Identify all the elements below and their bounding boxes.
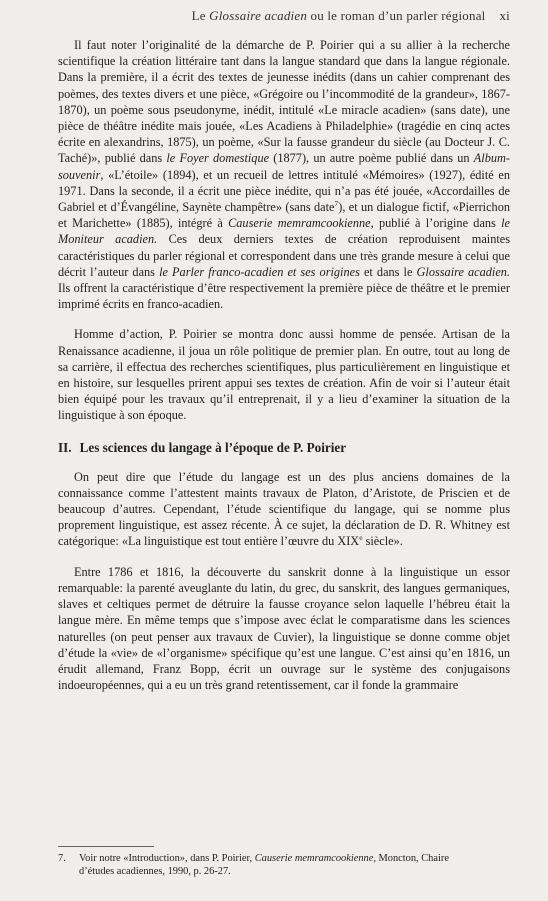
title-suffix: ou le roman d’un parler régional [307, 8, 486, 23]
footnote-text-line2: d’études acadiennes, 1990, p. 26-27. [79, 866, 231, 878]
text-run: Ces deux derniers textes de création reproduisent maintes caractéristiques du parler régional et correspondent dans une très grande mesure à celui que décrit l’auteur dans [58, 232, 511, 279]
text-run: , publié à l’origine dans [370, 216, 502, 231]
footnote-text-pre: Voir notre «Introduction», dans P. Poirier, [79, 853, 255, 864]
italic-text: Causerie memramcookienne [228, 216, 371, 231]
text-run: siècle». [362, 534, 403, 549]
footnote [58, 852, 510, 879]
italic-text: le Foyer domestique [166, 151, 270, 166]
paragraph [58, 469, 510, 550]
section-heading [58, 440, 510, 456]
italic-text: le Parler franco-acadien et ses origines [159, 264, 360, 279]
italic-text: le Moniteur acadien. [58, 216, 510, 247]
footnote-number: 7. [58, 853, 66, 864]
text-run: Il faut noter l’originalité de la démarche de P. Poirier qui a su allier à la recherche scientifique la création littéraire tant dans la langue standard que dans la langue régionale. Dans la première, il a écrit des textes de jeunesse inédits (dans un cahier comprenant des poèmes, des textes divers et une pièce, «Grégoire ou l’incommodité de la grandeur», 1867-1870), un poème sous pseudonyme, inédit, intitulé «Le miracle acadien» (sans date), une pièce de théâtre inédite mais jouée, «Les Acadiens à Philadelphie» (tragédie en cinq actes écrite en alexandrins, 1875), un poème, «Sur la fausse grandeur du siècle (au Docteur J. C. Taché)», publié dans [58, 38, 510, 166]
text-run: et dans le [359, 264, 417, 279]
text-run: ), et un dialogue fictif, «Pierrichon et Marichette» (1885), intégré à [58, 200, 510, 231]
title-prefix: Le [191, 8, 210, 23]
text-run: Entre 1786 et 1816, la découverte du sanskrit donne à la linguistique un essor remarquable: la parenté aveuglante du latin, du grec, du sanskrit, des langues germaniques, slaves et celtiques permet de détruire la fausse croyance selon laquelle l’hébreu était la langue mère. En même temps que s’impose avec éclat le comparatisme dans les sciences naturelles (on peut penser aux travaux de Cuvier), la linguistique se donne comme objet d’étude la «vie» de «l’organisme» spécifique qu’est une langue. C’est ainsi qu’en 1816, un érudit allemand, Franz Bopp, écrit un ouvrage sur le système des conjugaisons indoeuropéennes, qui a eu un très grand retentissement, car il fonde la grammaire [58, 564, 510, 693]
running-header [88, 8, 510, 24]
running-title [192, 8, 486, 24]
text-run: Ils offrent la caractéristique d’être respectivement la première pièce de théâtre et le premier imprimé écrits en franco-acadien. [58, 281, 510, 312]
italic-text: Album-souvenir [58, 151, 510, 182]
text-run: (1877), un autre poème publié dans un [269, 151, 474, 166]
paragraph [58, 564, 510, 694]
page-number: xi [499, 8, 510, 23]
footnote-text-italic: Causerie memramcookienne [254, 853, 374, 864]
section-title: Les sciences du langage à l’époque de P. Poirier [79, 439, 347, 455]
note-superscript: 7 [334, 198, 339, 208]
paragraph [58, 37, 510, 312]
note-superscript: e [359, 533, 363, 543]
italic-text: Glossaire acadien. [416, 264, 510, 279]
footnote-rule [58, 846, 154, 847]
text-run: On peut dire que l’étude du langage est un des plus anciens domaines de la connaissance comme l’attestent maints travaux de Platon, d’Aristote, de Priscien et de beaucoup d’autres. Cependant, l’étude scientifique du langage, qui se nomme plus proprement linguistique, est assez récente. À ce sujet, la déclaration de D. R. Whitney est catégorique: «La linguistique est tout entière l’œuvre du XIX [58, 469, 510, 549]
footnote-text-post: , Moncton, Chaire [373, 853, 449, 864]
title-italic: Glossaire acadien [209, 8, 308, 23]
body-text [58, 37, 510, 693]
paragraph [58, 326, 510, 423]
text-run: Homme d’action, P. Poirier se montra donc aussi homme de pensée. Artisan de la Renaissance acadienne, il joua un rôle politique de premier plan. En outre, tout au long de sa carrière, il effectua des recherches scientifiques, plus particulièrement en linguistique et en histoire, sur lesquelles prirent appui ses textes de création. Afin de voir si l’auteur était bien équipé pour les travaux qu’il entreprenait, il y a lieu d’examiner la situation de la linguistique à son époque. [58, 327, 510, 423]
section-number: II. [58, 439, 72, 455]
text-run: , «L’étoile» (1894), et un recueil de lettres intitulé «Mémoires» (1927), édité en 1971. Dans la seconde, il a écrit une pièce inédite, qui n’a pas été jouée, «Accordailles de Gabriel et d’Évangéline, Saynète champêtre» (sans date [58, 167, 510, 215]
